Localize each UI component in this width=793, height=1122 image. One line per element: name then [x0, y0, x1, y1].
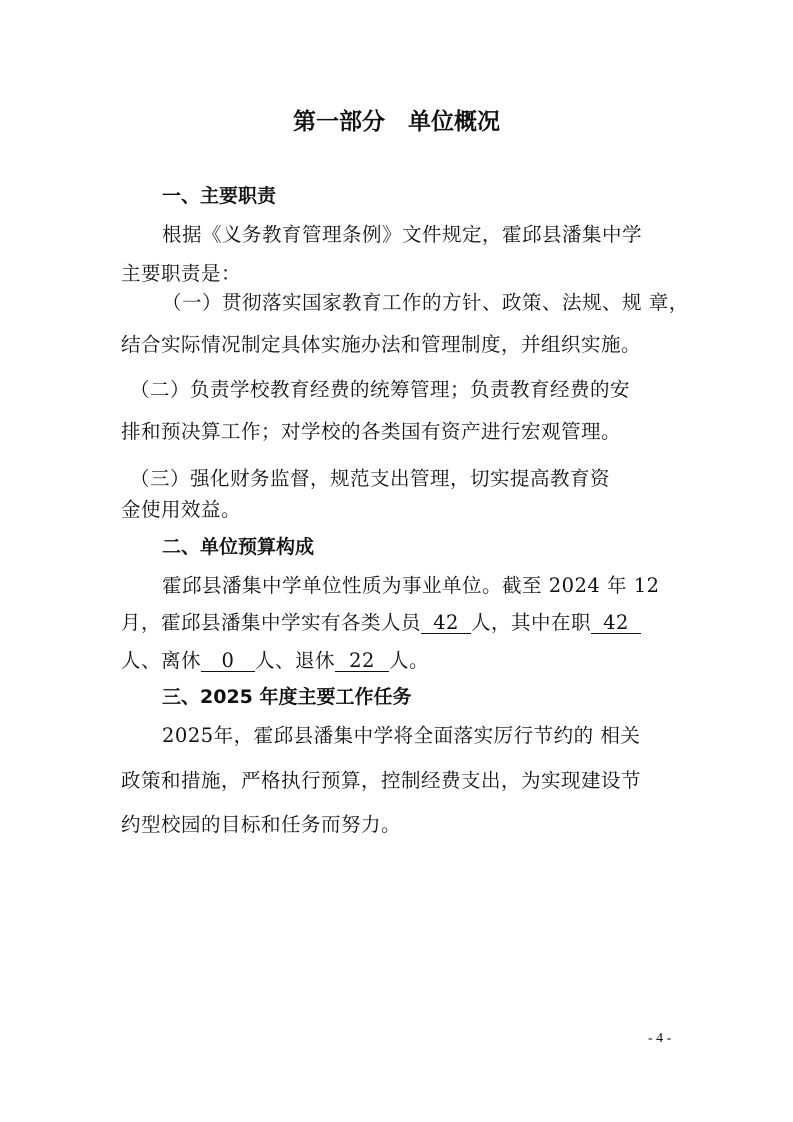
paragraph-line: 排和预决算工作；对学校的各类国有资产进行宏观管理。 — [121, 420, 622, 443]
paragraph-line: （一）贯彻落实国家教育工作的方针、政策、法规、规 章， — [162, 291, 689, 314]
paragraph-line: 主要职责是： — [121, 262, 242, 285]
page-title: 第一部分 单位概况 — [293, 109, 500, 135]
paragraph-line — [121, 607, 641, 635]
in-service-blank: 42 — [591, 612, 641, 634]
section-heading-budget-composition: 二、单位预算构成 — [162, 536, 315, 558]
text-segment: 人。 — [389, 649, 430, 672]
section-heading-work-tasks: 三、2025 年度主要工作任务 — [162, 686, 412, 708]
paragraph-line: （二）负责学校教育经费的统筹管理；负责教育经费的安 — [130, 378, 631, 401]
paragraph-line — [121, 645, 429, 673]
paragraph-line: （三）强化财务监督，规范支出管理，切实提高教育资 — [130, 467, 611, 490]
section-heading-main-duties: 一、主要职责 — [162, 185, 277, 207]
text-segment: 月，霍邱县潘集中学实有各类人员 — [121, 611, 422, 634]
retired-lixiu-blank: 0 — [201, 650, 255, 672]
paragraph-line: 金使用效益。 — [121, 498, 242, 521]
page-number: - 4 - — [648, 1031, 672, 1046]
text-segment: 人、离休 — [121, 649, 202, 672]
paragraph-line: 根据《义务教育管理条例》文件规定，霍邱县潘集中学 — [162, 223, 643, 246]
paragraph-line: 2025年，霍邱县潘集中学将全面落实厉行节约的 相关 — [162, 724, 641, 747]
total-staff-blank: 42 — [421, 612, 471, 634]
text-segment: 人、退休 — [255, 649, 336, 672]
paragraph-line: 结合实际情况制定具体实施办法和管理制度，并组织实施。 — [121, 333, 642, 356]
text-segment: 人，其中在职 — [471, 611, 592, 634]
retired-tuixiu-blank: 22 — [335, 650, 389, 672]
paragraph-line: 约型校园的目标和任务而努力。 — [121, 813, 402, 836]
paragraph-line: 霍邱县潘集中学单位性质为事业单位。截至 2024 年 12 — [162, 574, 660, 597]
paragraph-line: 政策和措施，严格执行预算，控制经费支出，为实现建设节 — [121, 769, 642, 792]
